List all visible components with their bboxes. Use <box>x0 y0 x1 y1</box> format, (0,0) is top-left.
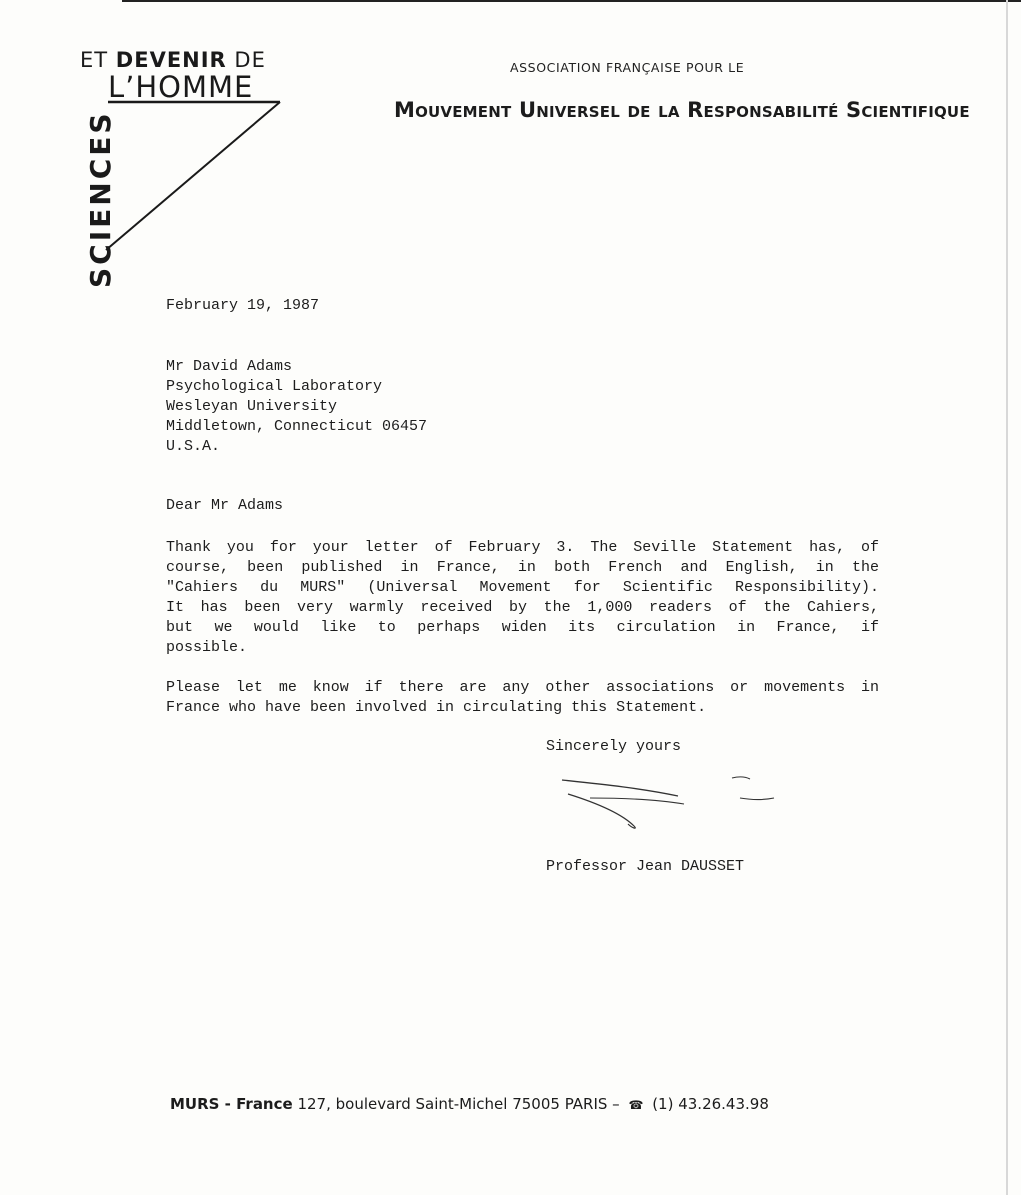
logo-word-devenir: DEVENIR <box>115 48 227 72</box>
paragraph-line: course, been published in France, in both French and English, in the <box>166 559 879 576</box>
footer-org: MURS - France <box>170 1095 293 1113</box>
logo <box>70 48 300 288</box>
logo-word-et: ET <box>80 48 109 72</box>
movement-title: Mouvement Universel de la Responsabilité Scientifique <box>394 98 970 122</box>
page-edge-shadow <box>1006 0 1008 1195</box>
paragraph-line: It has been very warmly received by the 1,000 readers of the Cahiers, <box>166 599 879 616</box>
paragraph-line: Please let me know if there are any other associations or movements in <box>166 679 879 696</box>
address-line: Wesleyan University <box>166 398 338 415</box>
address-line: Mr David Adams <box>166 358 293 375</box>
logo-main-word: L’HOMME <box>108 70 254 104</box>
footer-street: 127, boulevard Saint-Michel 75005 PARIS – <box>297 1095 620 1113</box>
paragraph-line: but we would like to perhaps widen its circulation in France, if <box>166 619 879 636</box>
footer-phone: (1) 43.26.43.98 <box>652 1095 769 1113</box>
closing: Sincerely yours <box>546 738 682 755</box>
logo-vertical-word: SCIENCES <box>84 110 117 288</box>
salutation: Dear Mr Adams <box>166 497 284 514</box>
footer-address <box>170 1095 769 1113</box>
paragraph-1 <box>166 538 879 658</box>
signature <box>560 770 790 840</box>
paragraph-line: Thank you for your letter of February 3. The Seville Statement has, of <box>166 539 879 556</box>
address-line: U.S.A. <box>166 438 221 455</box>
letter-date: February 19, 1987 <box>166 297 320 314</box>
telephone-icon: ☎ <box>628 1098 644 1112</box>
paragraph-line: possible. <box>166 639 248 656</box>
logo-word-de: DE <box>234 48 266 72</box>
signer-name: Professor Jean DAUSSET <box>546 858 745 875</box>
recipient-address <box>166 357 427 457</box>
address-line: Middletown, Connecticut 06457 <box>166 418 428 435</box>
address-line: Psychological Laboratory <box>166 378 383 395</box>
association-line: ASSOCIATION FRANÇAISE POUR LE <box>510 60 745 75</box>
paragraph-line: France who have been involved in circulating this Statement. <box>166 699 707 716</box>
top-edge-rule <box>122 0 1021 2</box>
paragraph-2 <box>166 678 879 718</box>
logo-top-line <box>80 48 266 72</box>
paragraph-line: "Cahiers du MURS" (Universal Movement for Scientific Responsibility). <box>166 579 879 596</box>
